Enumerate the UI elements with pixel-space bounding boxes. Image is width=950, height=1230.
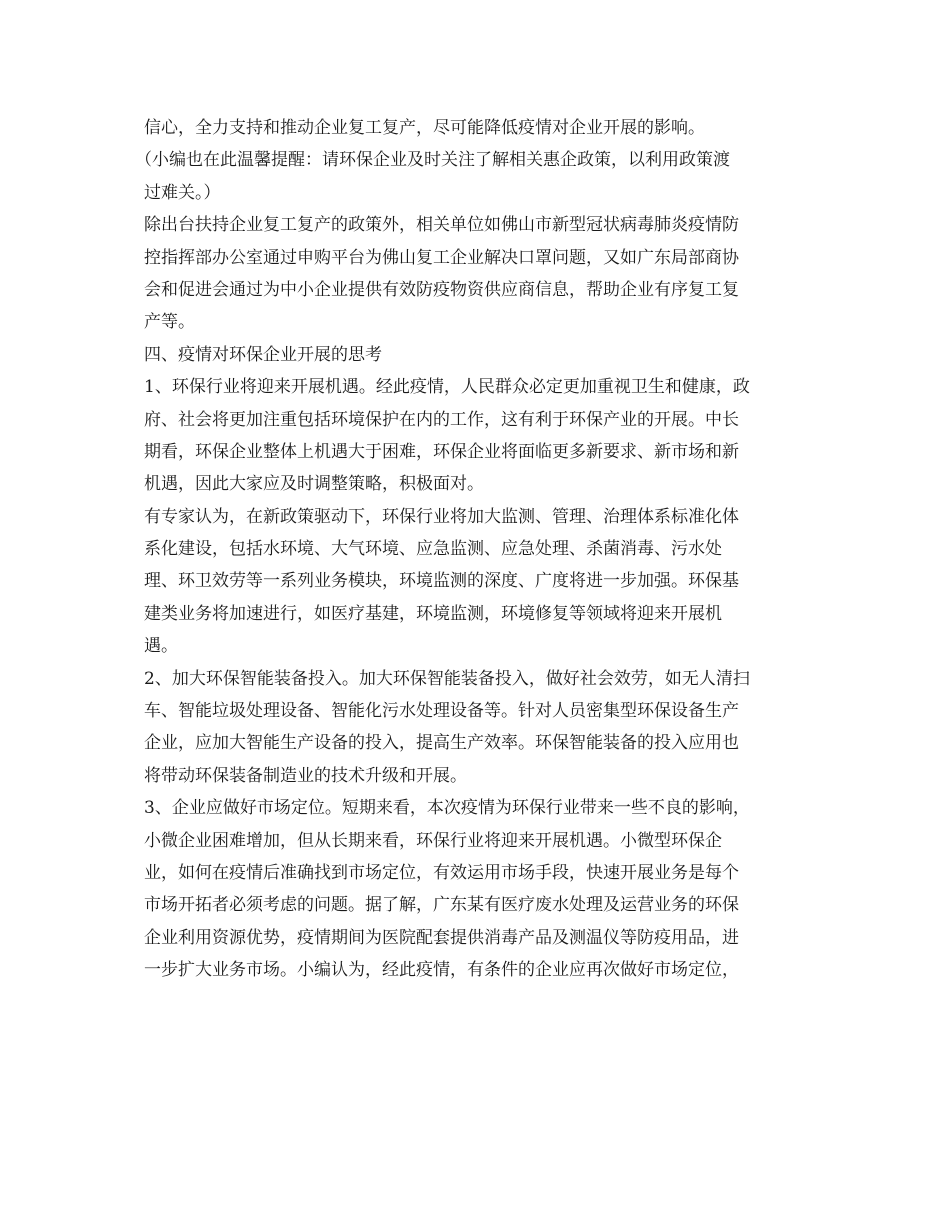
text-line: 会和促进会通过为中小企业提供有效防疫物资供应商信息，帮助企业有序复工复 bbox=[144, 279, 739, 300]
text-line: 控指挥部办公室通过申购平台为佛山复工企业解决口罩问题，又如广东局部商协 bbox=[144, 247, 739, 268]
text-line: 2、加大环保智能装备投入。加大环保智能装备投入，做好社会效劳，如无人清扫 bbox=[144, 668, 750, 689]
text-line: 企业利用资源优势，疫情期间为医院配套提供消毒产品及测温仪等防疫用品，进 bbox=[144, 927, 739, 948]
text-line: 遇。 bbox=[144, 636, 178, 657]
text-line: 系化建设，包括水环境、大气环境、应急监测、应急处理、杀菌消毒、污水处 bbox=[144, 539, 722, 560]
text-line: 产等。 bbox=[144, 312, 195, 333]
text-line: （小编也在此温馨提醒：请环保企业及时关注了解相关惠企政策，以利用政策渡 bbox=[135, 150, 730, 171]
section-heading: 四、疫情对环保企业开展的思考 bbox=[144, 344, 382, 365]
text-line: 将带动环保装备制造业的技术升级和开展。 bbox=[144, 765, 467, 786]
text-line: 理、环卫效劳等一系列业务模块，环境监测的深度、广度将进一步加强。环保基 bbox=[144, 571, 739, 592]
text-line: 建类业务将加速进行，如医疗基建，环境监测，环境修复等领域将迎来开展机 bbox=[144, 603, 722, 624]
text-line: 期看，环保企业整体上机遇大于困难，环保企业将面临更多新要求、新市场和新 bbox=[144, 441, 739, 462]
text-line: 过难关。） bbox=[144, 182, 221, 203]
text-line: 有专家认为，在新政策驱动下，环保行业将加大监测、管理、治理体系标准化体 bbox=[144, 506, 739, 527]
text-line: 小微企业困难增加，但从长期来看，环保行业将迎来开展机遇。小微型环保企 bbox=[144, 830, 722, 851]
text-line: 企业，应加大智能生产设备的投入，提高生产效率。环保智能装备的投入应用也 bbox=[144, 733, 739, 754]
text-line: 3、企业应做好市场定位。短期来看，本次疫情为环保行业带来一些不良的影响， bbox=[144, 798, 750, 819]
text-line: 除出台扶持企业复工复产的政策外，相关单位如佛山市新型冠状病毒肺炎疫情防 bbox=[144, 215, 739, 236]
text-line: 信心，全力支持和推动企业复工复产，尽可能降低疫情对企业开展的影响。 bbox=[144, 118, 705, 138]
text-line: 机遇，因此大家应及时调整策略，积极面对。 bbox=[144, 474, 484, 495]
text-line: 业，如何在疫情后准确找到市场定位，有效运用市场手段，快速开展业务是每个 bbox=[144, 862, 739, 883]
text-line: 市场开拓者必须考虑的问题。据了解，广东某有医疗废水处理及运营业务的环保 bbox=[144, 895, 739, 916]
text-line: 一步扩大业务市场。小编认为，经此疫情，有条件的企业应再次做好市场定位， bbox=[144, 960, 739, 981]
text-line: 车、智能垃圾处理设备、智能化污水处理设备等。针对人员密集型环保设备生产 bbox=[144, 701, 739, 722]
text-line: 1、环保行业将迎来开展机遇。经此疫情，人民群众必定更加重视卫生和健康，政 bbox=[144, 377, 750, 398]
text-line: 府、社会将更加注重包括环境保护在内的工作，这有利于环保产业的开展。中长 bbox=[144, 409, 739, 430]
document-body bbox=[135, 112, 810, 987]
